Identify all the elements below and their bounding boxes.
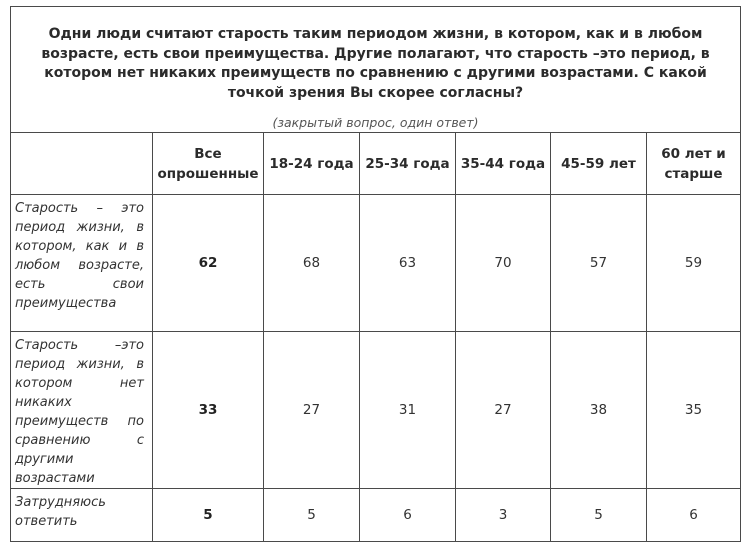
cell-value: 5 [264,489,360,542]
cell-value: 6 [360,489,456,542]
cell-value: 27 [456,332,551,489]
cell-value: 59 [647,195,741,332]
column-header-all: Все опрошенные [153,133,264,195]
survey-table-container [10,6,740,542]
column-header-18-24: 18-24 года [264,133,360,195]
column-header-45-59: 45-59 лет [551,133,647,195]
cell-value: 3 [456,489,551,542]
row-label: Старость –это период жизни, в котором нет никаких преимуществ по сравнению с другими возрастами [11,332,153,489]
row-label: Затрудняюсь ответить [11,489,153,542]
column-header-60-plus: 60 лет и старше [647,133,741,195]
column-header-35-44: 35-44 года [456,133,551,195]
column-header-row [11,133,741,195]
cell-value: 62 [153,195,264,332]
cell-value: 35 [647,332,741,489]
row-label: Старость – это период жизни, в котором, как и в любом возрасте, есть свои преимущества [11,195,153,332]
cell-value: 70 [456,195,551,332]
cell-value: 31 [360,332,456,489]
question-row [11,7,741,133]
cell-value: 68 [264,195,360,332]
table-row [11,195,741,332]
question-text: Одни люди считают старость таким периодом жизни, в котором, как и в любом возрасте, есть свои преимущества. Другие полагают, что старость –это период, в котором нет никаких преимуществ по сравнению с другими возрастами. С какой точкой зрения Вы скорее согласны? [41,26,710,101]
cell-value: 27 [264,332,360,489]
cell-value: 57 [551,195,647,332]
survey-table [10,6,741,542]
cell-value: 38 [551,332,647,489]
column-header-25-34: 25-34 года [360,133,456,195]
cell-value: 63 [360,195,456,332]
cell-value: 6 [647,489,741,542]
cell-value: 33 [153,332,264,489]
question-cell [11,7,741,133]
cell-value: 5 [153,489,264,542]
empty-header-cell [11,133,153,195]
table-row [11,489,741,542]
cell-value: 5 [551,489,647,542]
question-note: (закрытый вопрос, один ответ) [272,115,479,130]
table-row [11,332,741,489]
